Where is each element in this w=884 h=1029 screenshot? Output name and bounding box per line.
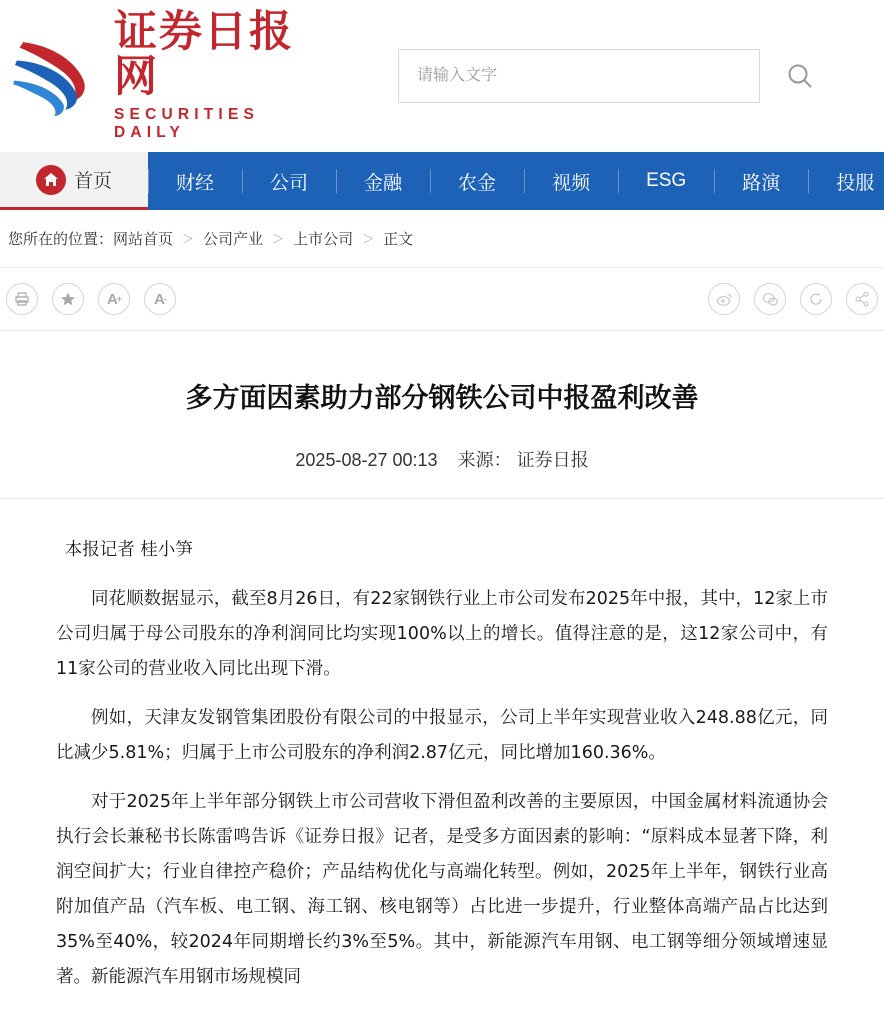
nav-item-label: 首页: [73, 171, 112, 192]
breadcrumb-item-0[interactable]: 网站首页: [113, 231, 174, 248]
search-input[interactable]: [415, 66, 743, 86]
breadcrumb-item-2[interactable]: 上市公司: [293, 231, 354, 248]
article-source: 证券日报: [516, 449, 589, 470]
article-source-label: 来源：: [457, 449, 512, 470]
share-icon[interactable]: [846, 283, 878, 315]
article-paragraph: 同花顺数据显示，截至8月26日，有22家钢铁行业上市公司发布2025年中报，其中，12家上市公司归属于母公司股东的净利润同比均实现100%以上的增长。值得注意的是，这12家公司中，有11家公司的营业收入同比出现下滑。: [56, 588, 828, 679]
nav-item-shipin[interactable]: [524, 152, 618, 210]
nav-item-jinrong[interactable]: [336, 152, 430, 210]
breadcrumb-separator: ＞: [272, 232, 285, 246]
site-logo[interactable]: [8, 6, 338, 142]
nav-item-luyan[interactable]: [714, 152, 808, 210]
nav-item-label: 农金: [458, 172, 497, 194]
securities-daily-logo-icon: [12, 33, 104, 119]
logo-text-en: SECURITIES DAILY: [114, 106, 260, 142]
home-icon: [36, 165, 66, 195]
breadcrumb: [0, 210, 884, 268]
weibo-icon[interactable]: [708, 283, 740, 315]
wechat-icon[interactable]: [754, 283, 786, 315]
article-header: [0, 330, 884, 472]
nav-item-label: ESG: [646, 170, 687, 191]
print-icon[interactable]: [6, 283, 38, 315]
breadcrumb-separator: ＞: [362, 232, 375, 246]
article-toolbar: [0, 268, 884, 330]
star-icon[interactable]: [52, 283, 84, 315]
nav-item-label: 财经: [176, 172, 215, 194]
nav-item-gongsi[interactable]: [242, 152, 336, 210]
nav-item-toufu[interactable]: [808, 152, 884, 210]
font-decrease-icon[interactable]: A -: [144, 283, 176, 315]
article-paragraph: 对于2025年上半年部分钢铁上市公司营收下滑但盈利改善的主要原因，中国金属材料流通协会执行会长兼秘书长陈雷鸣告诉《证券日报》记者，是受多方面因素的影响：“原料成本显著下降，利润空间扩大；行业自律控产稳价；产品结构优化与高端化转型。例如，2025年上半年，钢铁行业高附加值产品（汽车板、电工钢、海工钢、核电钢等）占比进一步提升，行业整体高端产品占比达到35%至40%，较2024年同期增长约3%至5%。其中，新能源汽车用钢、电工钢等细分领域增速显著。新能源汽车用钢市场规模同: [56, 791, 828, 987]
article-body: [0, 499, 884, 1029]
refresh-icon[interactable]: [800, 283, 832, 315]
nav-item-label: 投服: [836, 172, 875, 194]
article-meta: [0, 446, 884, 472]
site-header: [0, 0, 884, 152]
nav-item-home[interactable]: [0, 152, 148, 210]
nav-item-label: 公司: [270, 172, 309, 194]
font-increase-icon[interactable]: A +: [98, 283, 130, 315]
nav-item-caijing[interactable]: [148, 152, 242, 210]
search-box[interactable]: [398, 49, 760, 103]
search-area: [398, 49, 822, 103]
nav-item-nongjin[interactable]: [430, 152, 524, 210]
page-title: 多方面因素助力部分钢铁公司中报盈利改善: [185, 383, 699, 415]
breadcrumb-item-3: 正文: [383, 231, 414, 248]
breadcrumb-label: 您所在的位置：: [8, 231, 114, 248]
nav-item-label: 视频: [552, 172, 591, 194]
main-nav: [0, 152, 884, 210]
nav-item-label: 路演: [742, 172, 781, 194]
breadcrumb-separator: ＞: [182, 232, 195, 246]
search-button[interactable]: [778, 54, 822, 98]
article-date: 2025-08-27 00:13: [295, 449, 438, 470]
logo-text-cn: 证券日报网: [114, 6, 294, 102]
breadcrumb-item-1[interactable]: 公司产业: [203, 231, 264, 248]
toolbar-left-group: [6, 283, 176, 315]
article-byline: 本报记者 桂小笋: [64, 539, 193, 560]
nav-item-label: 金融: [364, 172, 403, 194]
article-paragraph: 例如，天津友发钢管集团股份有限公司的中报显示，公司上半年实现营业收入248.88亿元，同比减少5.81%；归属于上市公司股东的净利润2.87亿元，同比增加160.36%。: [56, 707, 828, 763]
search-icon: [785, 61, 815, 91]
nav-item-esg[interactable]: [618, 152, 714, 210]
toolbar-share-group: [708, 283, 878, 315]
